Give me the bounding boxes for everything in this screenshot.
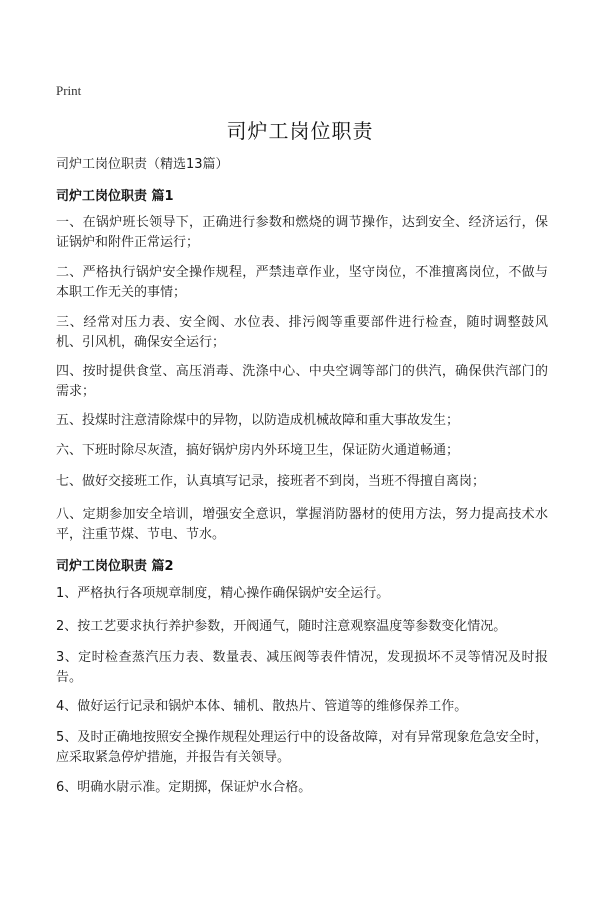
paragraph: 七、做好交接班工作，认真填写记录，接班者不到岗，当班不得擅自离岗； bbox=[56, 474, 486, 489]
paragraph: 六、下班时除尽灰渣，搞好锅炉房内外环境卫生，保证防火通道畅通； bbox=[56, 443, 460, 458]
paragraph: 3、定时检查蒸汽压力表、数量表、减压阀等表件情况，发现损坏不灵等情况及时报告。 bbox=[56, 650, 548, 685]
paragraph: 6、明确水尉示准。定期掷，保证炉水合格。 bbox=[56, 780, 312, 795]
paragraph: 2、按工艺要求执行养护参数，开阀通气，随时注意观察温度等参数变化情况。 bbox=[56, 619, 507, 634]
document-subtitle: 司炉工岗位职责（精选13篇） bbox=[56, 157, 229, 172]
section-heading-2: 司炉工岗位职责 篇2 bbox=[56, 559, 174, 574]
paragraph: 一、在锅炉班长领导下，正确进行参数和燃烧的调节操作，达到安全、经济运行，保证锅炉和附件正常运行； bbox=[56, 215, 548, 250]
paragraph: 二、严格执行锅炉安全操作规程，严禁违章作业，坚守岗位，不准擅离岗位，不做与本职工作无关的事情； bbox=[56, 265, 548, 300]
paragraph: 五、投煤时注意清除煤中的异物，以防造成机械故障和重大事故发生； bbox=[56, 413, 460, 428]
page-title: 司炉工岗位职责 bbox=[226, 119, 374, 143]
section-heading-1: 司炉工岗位职责 篇1 bbox=[56, 189, 174, 204]
paragraph: 1、严格执行各项规章制度，精心操作确保锅炉安全运行。 bbox=[56, 586, 390, 601]
paragraph: 4、做好运行记录和锅炉本体、辅机、散热片、管道等的维修保养工作。 bbox=[56, 699, 468, 714]
print-label: Print bbox=[56, 83, 82, 98]
paragraph: 5、及时正确地按照安全操作规程处理运行中的设备故障，对有异常现象危急安全时，应采取紧急停炉措施，并报告有关领导。 bbox=[56, 730, 548, 765]
paragraph: 八、定期参加安全培训，增强安全意识，掌握消防器材的使用方法，努力提高技术水平，注重节煤、节电、节水。 bbox=[56, 507, 548, 542]
paragraph: 四、按时提供食堂、高压消毒、洗涤中心、中央空调等部门的供汽，确保供汽部门的需求； bbox=[56, 364, 548, 399]
paragraph: 三、经常对压力表、安全阀、水位表、排污阀等重要部件进行检查，随时调整鼓风机、引风机，确保安全运行； bbox=[56, 315, 548, 350]
